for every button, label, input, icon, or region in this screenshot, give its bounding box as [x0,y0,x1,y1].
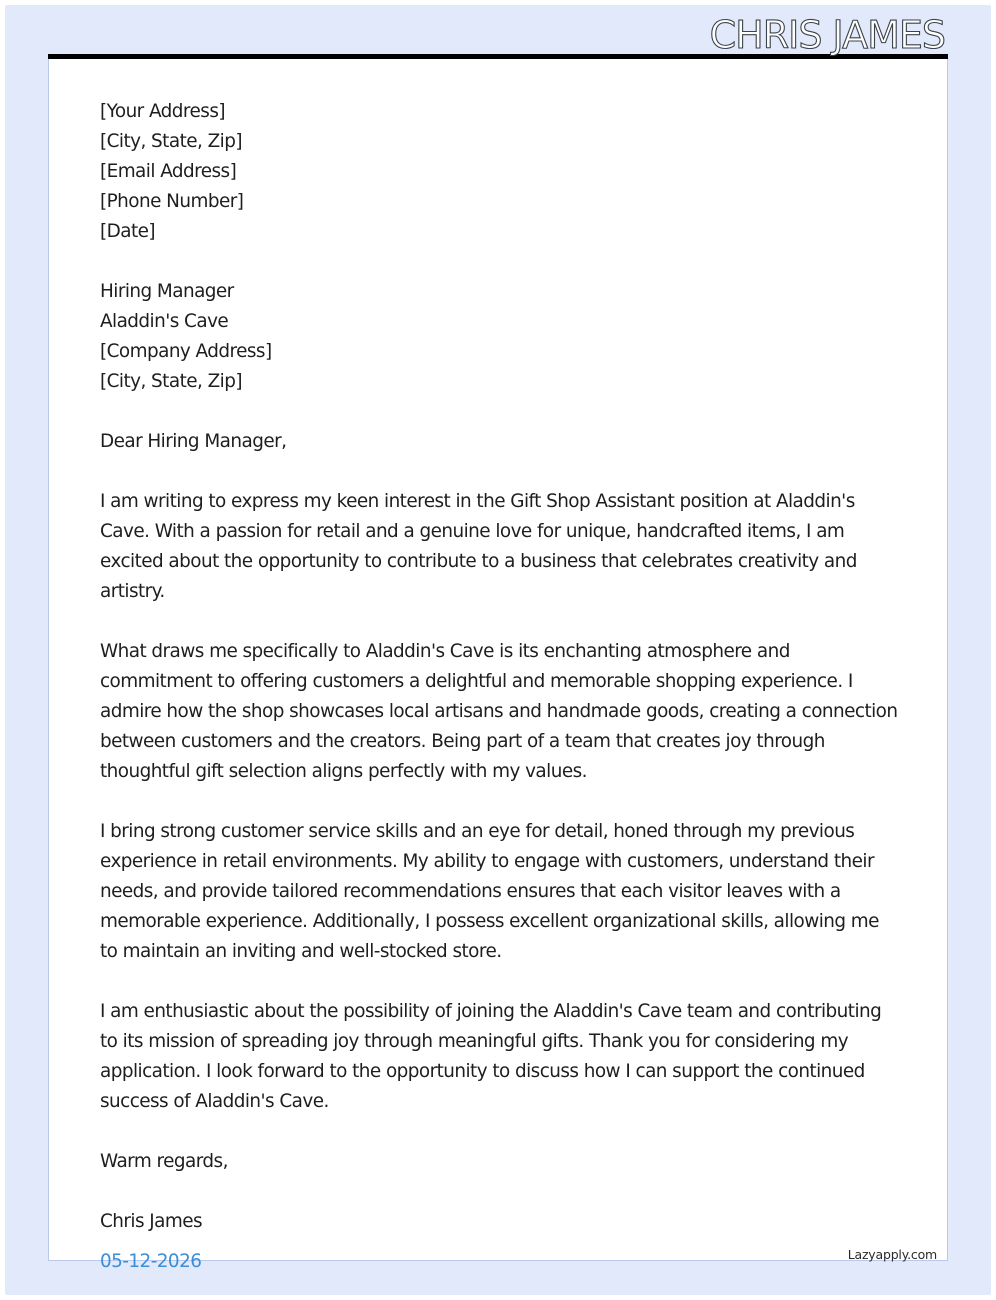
signature: Chris James [100,1211,203,1232]
closing: Warm regards, [100,1151,228,1172]
cover-letter [100,97,900,1277]
footer-date: 05-12-2026 [100,1251,202,1272]
watermark: Lazyapply.com [847,1247,937,1262]
body-paragraph-1: I am writing to express my keen interest in the Gift Shop Assistant position at Aladdin's Cave. With a passion for retail and a genuine love for unique, handcrafted items, I am excited about the opportunity to contribute to a business that celebrates creativity and artistry. [100,491,857,602]
recipient-city-state-zip: [City, State, Zip] [100,371,242,392]
recipient-address: [Company Address] [100,341,272,362]
recipient-title: Hiring Manager [100,281,234,302]
sender-address: [Your Address] [100,101,225,122]
applicant-name-heading: CHRIS JAMES [709,13,945,57]
body-paragraph-3: I bring strong customer service skills and an eye for detail, honed through my previous experience in retail environments. My ability to engage with customers, understand their needs, and provide tailored recommendations ensures that each visitor leaves with a memorable experience. Additionally, I possess excellent organizational skills, allowing me to maintain an inviting and well-stocked store. [100,821,879,962]
sender-phone: [Phone Number] [100,191,244,212]
sender-email: [Email Address] [100,161,237,182]
recipient-block [100,277,900,397]
sender-city-state-zip: [City, State, Zip] [100,131,242,152]
sender-date: [Date] [100,221,156,242]
body-paragraph-2: What draws me specifically to Aladdin's Cave is its enchanting atmosphere and commitment to offering customers a delightful and memorable shopping experience. I admire how the shop showcases local artisans and handmade goods, creating a connection between customers and the creators. Being part of a team that creates joy through thoughtful gift selection aligns perfectly with my values. [100,641,898,782]
salutation: Dear Hiring Manager, [100,431,287,452]
recipient-company: Aladdin's Cave [100,311,229,332]
body-paragraph-4: I am enthusiastic about the possibility of joining the Aladdin's Cave team and contributing to its mission of spreading joy through meaningful gifts. Thank you for considering my application. I look forward to the opportunity to discuss how I can support the continued success of Aladdin's Cave. [100,1001,882,1112]
sender-block [100,97,900,247]
